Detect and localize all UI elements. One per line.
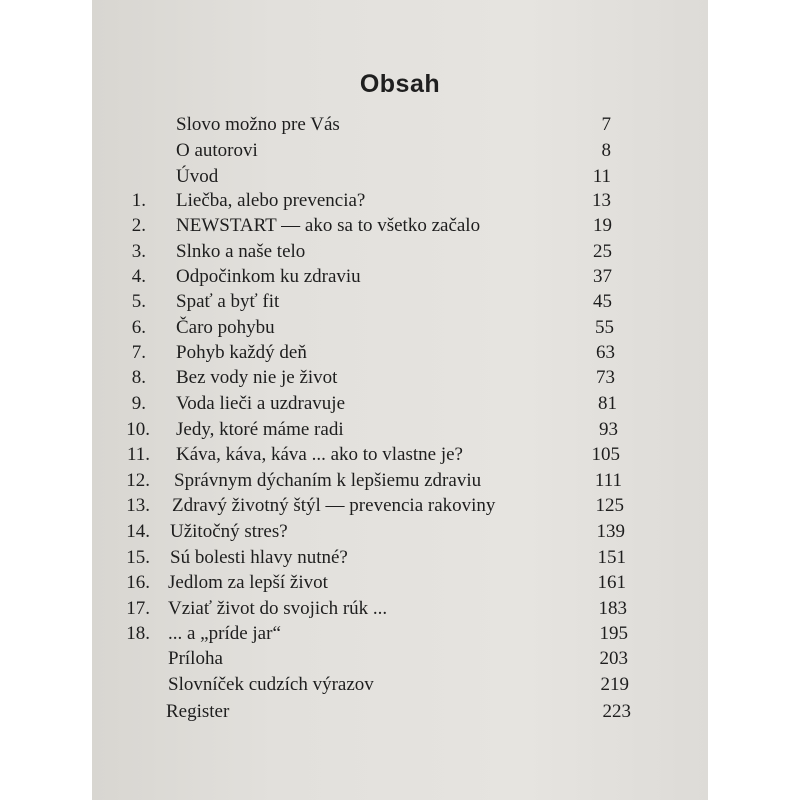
chapter-number: 5. (131, 291, 146, 312)
chapter-title: Liečba, alebo prevencia? (176, 190, 366, 211)
toc-entry (0, 470, 800, 496)
chapter-number: 9. (131, 393, 146, 414)
page-number: 37 (593, 266, 612, 287)
toc-entry (0, 190, 800, 216)
page-number: 195 (599, 623, 628, 644)
chapter-title: Jedlom za lepší život (168, 572, 328, 593)
chapter-title: Káva, káva, káva ... ako to vlastne je? (176, 444, 463, 465)
toc-entry (0, 419, 800, 445)
chapter-title: Slovníček cudzích výrazov (168, 674, 374, 695)
chapter-title: Sú bolesti hlavy nutné? (170, 547, 348, 568)
toc-entry (0, 623, 800, 649)
chapter-number: 7. (131, 342, 146, 363)
chapter-title: Príloha (168, 648, 223, 669)
chapter-title: Pohyb každý deň (176, 342, 307, 363)
page-number: 25 (593, 241, 612, 262)
page-number: 139 (596, 521, 625, 542)
page-number: 19 (593, 215, 612, 236)
chapter-title: Slovo možno pre Vás (176, 114, 340, 135)
page-number: 125 (595, 495, 624, 516)
page-number: 63 (596, 342, 615, 363)
chapter-title: Vziať život do svojich rúk ... (168, 598, 388, 619)
toc-entry (0, 342, 800, 368)
page-number: 81 (598, 393, 617, 414)
page-number: 203 (599, 648, 628, 669)
chapter-number: 18. (126, 623, 150, 644)
toc-entry (0, 674, 800, 700)
chapter-number: 12. (126, 470, 150, 491)
chapter-title: Bez vody nie je život (176, 367, 338, 388)
page-number: 73 (596, 367, 615, 388)
chapter-title: Odpočinkom ku zdraviu (176, 266, 361, 287)
page-number: 219 (600, 674, 629, 695)
page-number: 93 (599, 419, 618, 440)
toc-entry (0, 393, 800, 419)
chapter-title: Správnym dýchaním k lepšiemu zdraviu (174, 470, 482, 491)
chapter-number: 15. (126, 547, 150, 568)
chapter-title: O autorovi (176, 140, 258, 161)
chapter-title: Úvod (176, 166, 219, 187)
toc-entry (0, 241, 800, 267)
toc-entry (0, 444, 800, 470)
chapter-title: NEWSTART — ako sa to všetko začalo (176, 215, 481, 236)
chapter-title: Jedy, ktoré máme radi (176, 419, 344, 440)
chapter-number: 13. (126, 495, 150, 516)
toc-entry (0, 495, 800, 521)
toc-entry (0, 166, 800, 192)
page-number: 161 (597, 572, 626, 593)
chapter-number: 6. (131, 317, 146, 338)
page-number: 8 (601, 140, 611, 161)
page-number: 7 (601, 114, 611, 135)
chapter-title: Zdravý životný štýl — prevencia rakoviny (172, 495, 496, 516)
page-number: 105 (591, 444, 620, 465)
chapter-number: 1. (131, 190, 146, 211)
toc-entry (0, 317, 800, 343)
chapter-title: ... a „príde jar“ (168, 623, 281, 644)
toc-entry (0, 114, 800, 140)
page-number: 11 (592, 166, 611, 187)
chapter-number: 8. (131, 367, 146, 388)
page-number: 151 (597, 547, 626, 568)
toc-entry (0, 572, 800, 598)
chapter-title: Register (166, 701, 230, 722)
toc-entry (0, 291, 800, 317)
page-number: 223 (602, 701, 631, 722)
toc-entry (0, 598, 800, 624)
chapter-title: Voda lieči a uzdravuje (176, 393, 345, 414)
toc-entry (0, 648, 800, 674)
chapter-number: 4. (131, 266, 146, 287)
page-title: Obsah (359, 70, 441, 98)
chapter-title: Čaro pohybu (176, 317, 275, 338)
toc-entry (0, 215, 800, 241)
chapter-number: 11. (126, 444, 150, 465)
toc-entry (0, 140, 800, 166)
chapter-title: Spať a byť fit (176, 291, 280, 312)
chapter-number: 17. (126, 598, 150, 619)
chapter-number: 3. (131, 241, 146, 262)
chapter-number: 2. (131, 215, 146, 236)
page-number: 13 (592, 190, 611, 211)
page-number: 183 (598, 598, 627, 619)
toc-entry (0, 547, 800, 573)
chapter-number: 10. (126, 419, 150, 440)
page-number: 45 (593, 291, 612, 312)
chapter-title: Slnko a naše telo (176, 241, 306, 262)
chapter-number: 14. (126, 521, 150, 542)
toc-entry (0, 521, 800, 547)
page-number: 111 (594, 470, 622, 491)
chapter-number: 16. (126, 572, 150, 593)
toc-entry (0, 701, 800, 727)
page-number: 55 (595, 317, 614, 338)
toc-entry (0, 367, 800, 393)
chapter-title: Užitočný stres? (170, 521, 288, 542)
toc-entry (0, 266, 800, 292)
